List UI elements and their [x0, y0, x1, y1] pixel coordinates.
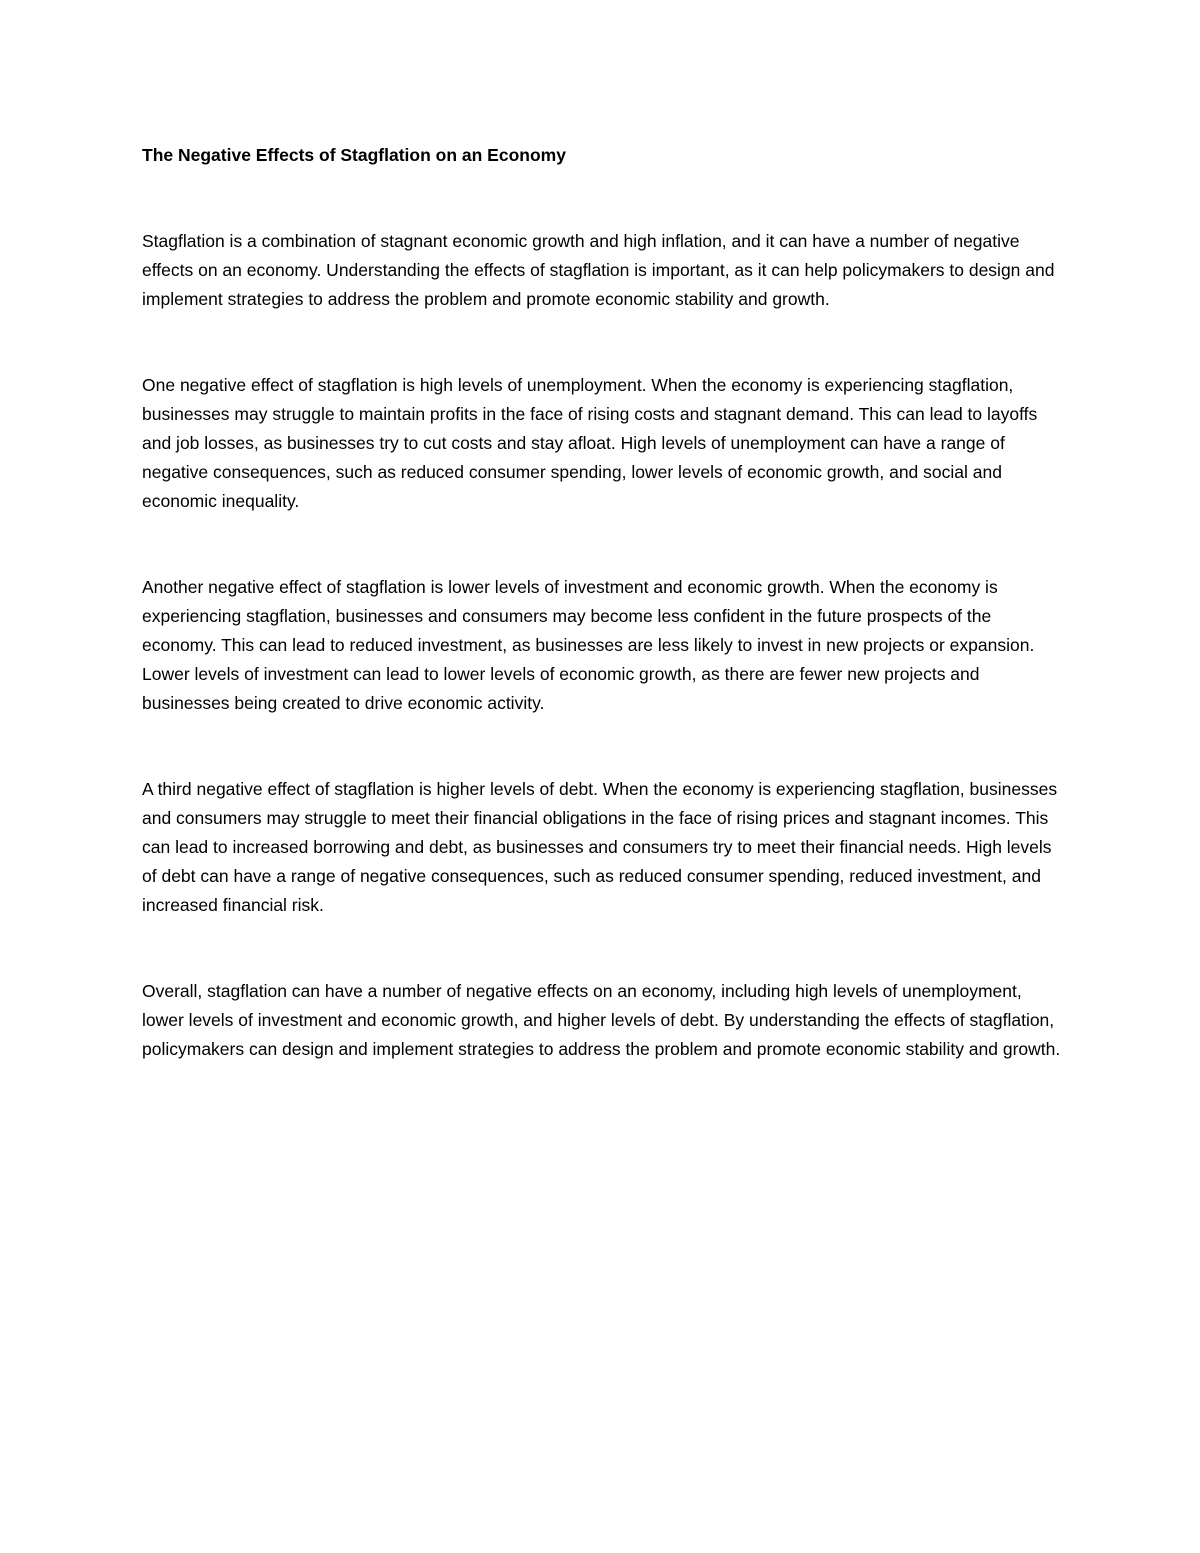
paragraph-investment: Another negative effect of stagflation is lower levels of investment and economic growth. When the economy is experiencing stagflation, businesses and consumers may become less confident in the future prospects of the economy. This can lead to reduced investment, as businesses are less likely to invest in new projects or expansion. Lower levels of investment can lead to lower levels of economic growth, as there are fewer new projects and businesses being created to drive economic activity. [142, 577, 1035, 713]
spacer [142, 170, 1062, 227]
paragraph-unemployment: One negative effect of stagflation is high levels of unemployment. When the economy is experiencing stagflation, businesses may struggle to maintain profits in the face of rising costs and stagnant demand. This can lead to layoffs and job losses, as businesses try to cut costs and stay afloat. High levels of unemployment can have a range of negative consequences, such as reduced consumer spending, lower levels of economic growth, and social and economic inequality. [142, 375, 1038, 511]
spacer [142, 314, 1062, 371]
paragraph-intro: Stagflation is a combination of stagnant economic growth and high inflation, and it can have a number of negative effects on an economy. Understanding the effects of stagflation is important, as it can help policymakers to design and implement strategies to address the problem and promote economic stability and growth. [142, 231, 1055, 309]
paragraph-conclusion: Overall, stagflation can have a number of negative effects on an economy, including high levels of unemployment, lower levels of investment and economic growth, and higher levels of debt. By understanding the effects of stagflation, policymakers can design and implement strategies to address the problem and promote economic stability and growth. [142, 981, 1061, 1059]
paragraph-debt: A third negative effect of stagflation is higher levels of debt. When the economy is experiencing stagflation, businesses and consumers may struggle to meet their financial obligations in the face of rising prices and stagnant incomes. This can lead to increased borrowing and debt, as businesses and consumers try to meet their financial needs. High levels of debt can have a range of negative consequences, such as reduced consumer spending, reduced investment, and increased financial risk. [142, 779, 1058, 915]
spacer [142, 920, 1062, 977]
document-body [142, 141, 1062, 1064]
spacer [142, 516, 1062, 573]
spacer [142, 718, 1062, 775]
document-title: The Negative Effects of Stagflation on an Economy [142, 145, 566, 165]
